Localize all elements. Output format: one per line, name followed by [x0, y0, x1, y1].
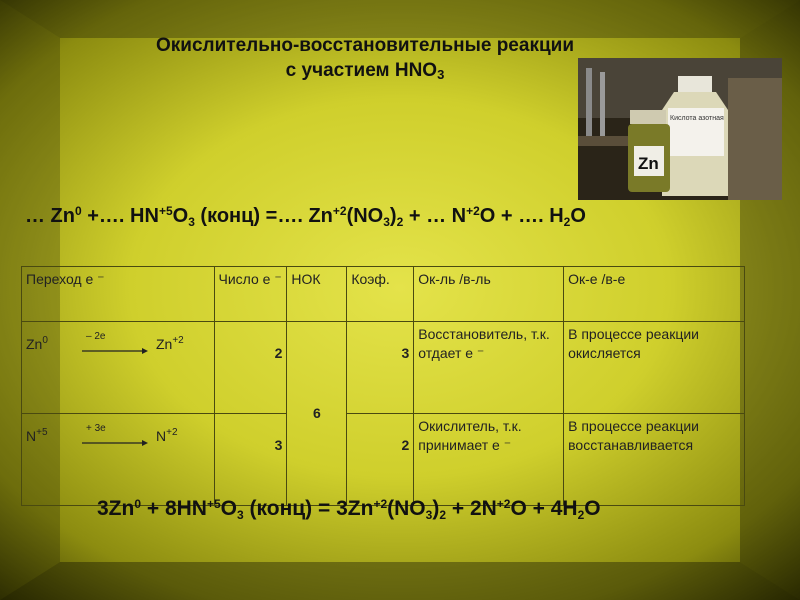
- process-description: В процессе реакции окисляется: [564, 322, 745, 414]
- agent-role: Восстановитель, т.к. отдает е ⁻: [414, 322, 564, 414]
- title-line-2: [70, 58, 660, 87]
- balanced-equation: $3Zn^0 + 8HN^{+5}O_3$ (конц) = $3Zn^{+2}(NO_3)_2 + 2N^{+2}O + 4H_2O$: [97, 497, 601, 522]
- transition-from: $N^{+5}$: [26, 427, 48, 444]
- reagents-photo: [578, 58, 782, 200]
- coefficient: 3: [347, 322, 414, 414]
- jar-label-text: Zn: [638, 154, 659, 173]
- transition-to: $N^{+2}$: [156, 427, 178, 444]
- frame-bottom: [0, 562, 800, 600]
- process-description: В процессе реакции восстанавливается: [564, 414, 745, 506]
- header-process: Ок-е /в-е: [564, 267, 745, 322]
- transition-to: $Zn^{+2}$: [156, 335, 184, 352]
- slide-title: [70, 33, 660, 87]
- bottle-cap: [678, 76, 712, 92]
- title-line-1: Окислительно-восстановительные реакции: [155, 35, 574, 56]
- agent-role: Окислитель, т.к. принимает е ⁻: [414, 414, 564, 506]
- header-transition: Переход е ⁻: [22, 267, 215, 322]
- electron-balance-table: [21, 266, 745, 506]
- header-coefficient: Коэф.: [347, 267, 414, 322]
- arrow-right-icon: [82, 439, 148, 447]
- electron-count: 3: [214, 414, 287, 506]
- title-line-2-text: с участием HNO: [285, 60, 438, 81]
- header-agent: Ок-ль /в-ль: [414, 267, 564, 322]
- lcm-value: 6: [287, 322, 347, 506]
- table-header-row: [22, 267, 745, 322]
- electron-count: 2: [214, 322, 287, 414]
- coefficient: 2: [347, 414, 414, 506]
- jar-lid: [630, 110, 666, 124]
- header-electron-count: Число е ⁻: [214, 267, 287, 322]
- table-row: [22, 414, 745, 506]
- transition-from: Zn$^0$: [26, 335, 48, 352]
- unbalanced-equation: … $Zn^0$ +…. $HN^{+5}O_3$ (конц) =…. $Zn^{+2}(NO_3)_2$ + … $N^{+2}O$ + …. $H_2O$: [25, 204, 586, 229]
- header-lcm: НОК: [287, 267, 347, 322]
- table-row: [22, 322, 745, 414]
- transition-cell: [22, 322, 215, 414]
- bottle-label-text: Кислота азотная: [670, 115, 724, 122]
- arrow-right-icon: [82, 347, 148, 355]
- title-subscript: 3: [437, 67, 445, 82]
- transition-electrons-label: – 2e: [86, 331, 106, 342]
- transition-electrons-label: + 3e: [86, 423, 106, 434]
- transition-cell: [22, 414, 215, 506]
